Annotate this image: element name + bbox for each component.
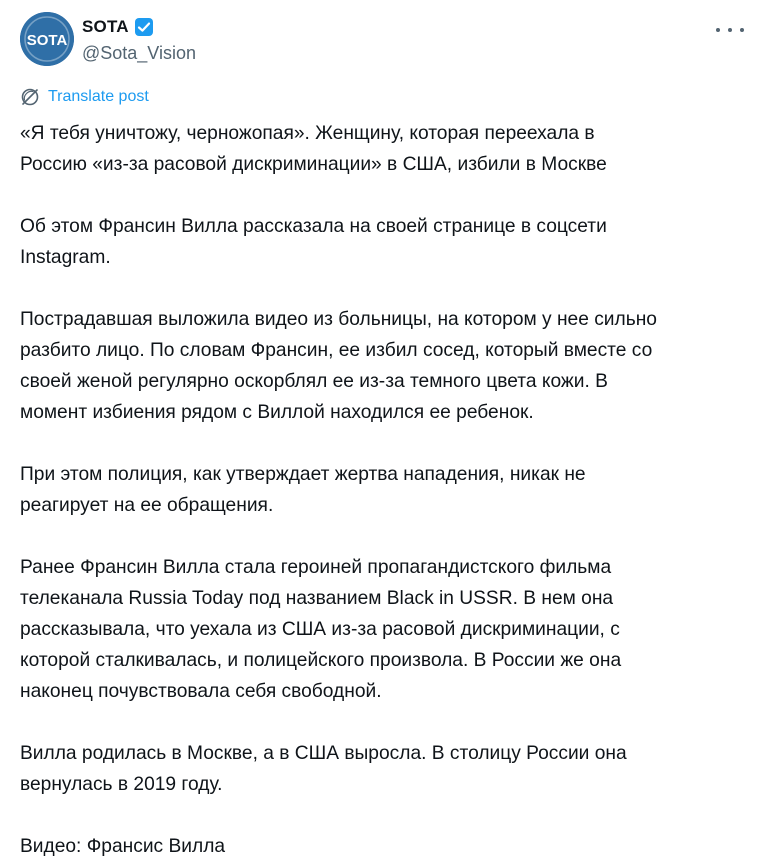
- post-line: наконец почувствовала себя свободной.: [20, 681, 382, 702]
- translate-post-link[interactable]: [20, 86, 149, 108]
- post-line: Instagram.: [20, 247, 111, 268]
- post-line: момент избиения рядом с Виллой находился ее ребенок.: [20, 402, 534, 423]
- post-line: Видео: Франсис Вилла: [20, 836, 226, 857]
- post-line: реагирует на ее обращения.: [20, 495, 274, 516]
- post-line: При этом полиция, как утверждает жертва нападения, никак не: [20, 464, 586, 485]
- author-handle[interactable]: @Sota_Vision: [82, 43, 197, 63]
- post-header: [20, 12, 744, 72]
- display-name-row: [82, 16, 196, 38]
- post-paragraph: [20, 831, 750, 862]
- verified-badge-icon: [134, 17, 154, 37]
- post-paragraph: [20, 459, 750, 521]
- avatar-logo: [20, 12, 74, 66]
- post-line: разбито лицо. По словам Франсин, ее избил сосед, который вместе со: [20, 340, 653, 361]
- display-name[interactable]: SOTA: [82, 17, 129, 36]
- avatar-text: SOTA: [26, 32, 68, 49]
- translate-globe-icon: [20, 87, 40, 107]
- more-dot: [740, 28, 744, 32]
- post-line: Пострадавшая выложила видео из больницы, на котором у нее сильно: [20, 309, 657, 330]
- post-line: «Я тебя уничтожу, черножопая». Женщину, которая переехала в: [20, 123, 595, 144]
- post-body: [20, 118, 750, 862]
- post-line: Ранее Франсин Вилла стала героиней пропагандистского фильма: [20, 557, 612, 578]
- post-paragraph: [20, 304, 750, 428]
- post-line: которой сталкивалась, и полицейского произвола. В России же она: [20, 650, 622, 671]
- post-paragraph: [20, 552, 750, 707]
- author-names: [82, 16, 196, 64]
- post-line: рассказывала, что уехала из США из-за расовой дискриминации, с: [20, 619, 620, 640]
- more-dots-icon[interactable]: [716, 22, 744, 38]
- post-line: Вилла родилась в Москве, а в США выросла. В столицу России она: [20, 743, 627, 764]
- post-line: вернулась в 2019 году.: [20, 774, 223, 795]
- post-line: Об этом Франсин Вилла рассказала на своей странице в соцсети: [20, 216, 607, 237]
- post-line: своей женой регулярно оскорблял ее из-за темного цвета кожи. В: [20, 371, 608, 392]
- post-paragraph: [20, 738, 750, 800]
- translate-post-label: Translate post: [48, 88, 149, 105]
- post-line: телеканала Russia Today под названием Black in USSR. В нем она: [20, 588, 614, 609]
- post-paragraph: [20, 118, 750, 180]
- post-paragraph: [20, 211, 750, 273]
- post-line: Россию «из-за расовой дискриминации» в США, избили в Москве: [20, 154, 607, 175]
- avatar[interactable]: [20, 12, 74, 66]
- more-dot: [728, 28, 732, 32]
- more-dot: [716, 28, 720, 32]
